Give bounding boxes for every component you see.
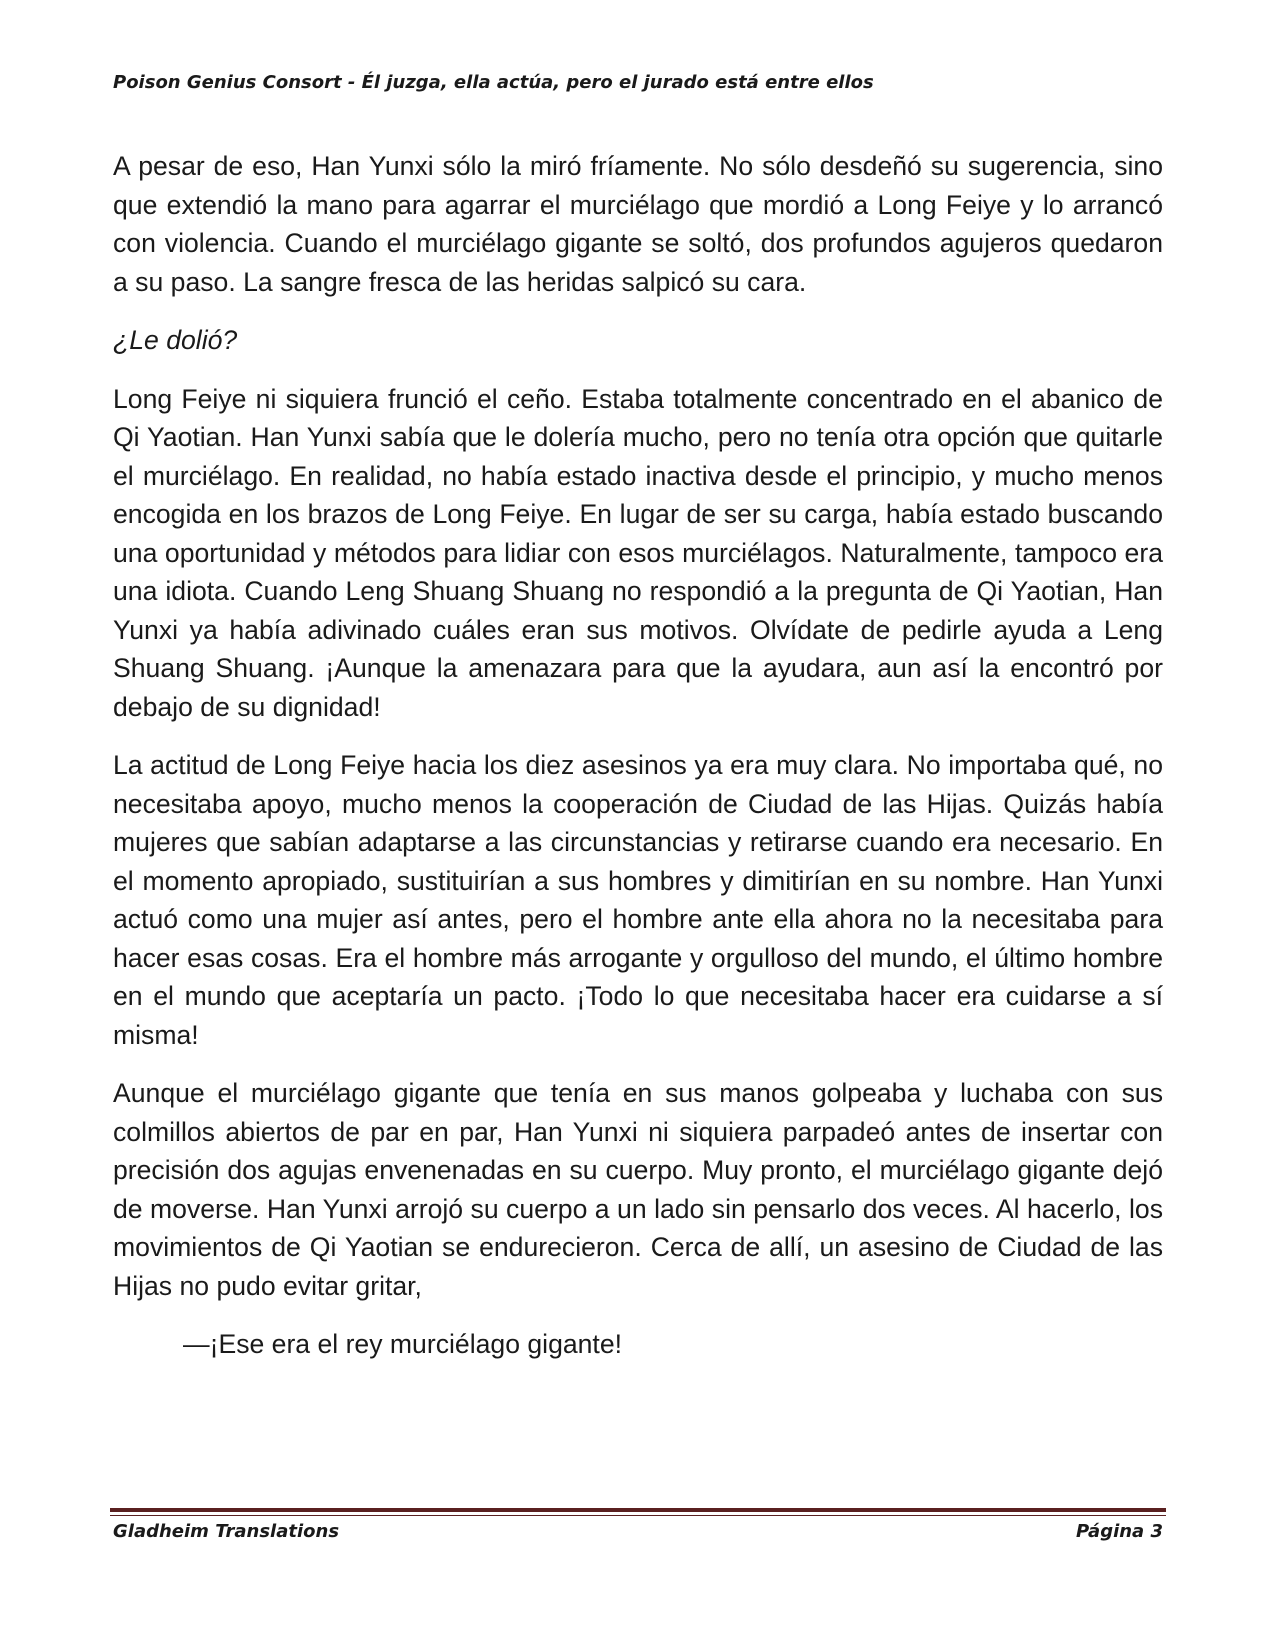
paragraph-question: ¿Le dolió? [113, 325, 238, 355]
page-header: Poison Genius Consort - Él juzga, ella actúa, pero el jurado está entre ellos [113, 72, 874, 93]
footer-rule-thin [110, 1515, 1166, 1516]
page-body [113, 147, 1163, 1384]
paragraph-4: Aunque el murciélago gigante que tenía en sus manos golpeaba y luchaba con sus colmillos abiertos de par en par, Han Yunxi ni siquiera parpadeó antes de insertar con precisión dos agujas envenenadas en su cuerpo. Muy pronto, el murciélago gigante dejó de moverse. Han Yunxi arrojó su cuerpo a un lado sin pensarlo dos veces. Al hacerlo, los movimientos de Qi Yaotian se endurecieron. Cerca de allí, un asesino de Ciudad de las Hijas no pudo evitar gritar, [113, 1078, 1163, 1301]
dialogue-line: —¡Ese era el rey murciélago gigante! [183, 1329, 623, 1359]
paragraph-2: Long Feiye ni siquiera frunció el ceño. Estaba totalmente concentrado en el abanico de Qi Yaotian. Han Yunxi sabía que le dolería mucho, pero no tenía otra opción que quitarle el murciélago. En realidad, no había estado inactiva desde el principio, y mucho menos encogida en los brazos de Long Feiye. En lugar de ser su carga, había estado buscando una oportunidad y métodos para lidiar con esos murciélagos. Naturalmente, tampoco era una idiota. Cuando Leng Shuang Shuang no respondió a la pregunta de Qi Yaotian, Han Yunxi ya había adivinado cuáles eran sus motivos. Olvídate de pedirle ayuda a Leng Shuang Shuang. ¡Aunque la amenazara para que la ayudara, aun así la encontró por debajo de su dignidad! [113, 383, 1163, 722]
paragraph-3: La actitud de Long Feiye hacia los diez asesinos ya era muy clara. No importaba qué, no necesitaba apoyo, mucho menos la cooperación de Ciudad de las Hijas. Quizás había mujeres que sabían adaptarse a las circunstancias y retirarse cuando era necesario. En el momento apropiado, sustituirían a sus hombres y dimitirían en su nombre. Han Yunxi actuó como una mujer así antes, pero el hombre ante ella ahora no la necesitaba para hacer esas cosas. Era el hombre más arrogante y orgulloso del mundo, el último hombre en el mundo que aceptaría un pacto. ¡Todo lo que necesitaba hacer era cuidarse a sí misma! [113, 750, 1163, 1050]
paragraph-1: A pesar de eso, Han Yunxi sólo la miró fríamente. No sólo desdeñó su sugerencia, sino que extendió la mano para agarrar el murciélago que mordió a Long Feiye y lo arrancó con violencia. Cuando el murciélago gigante se soltó, dos profundos agujeros quedaron a su paso. La sangre fresca de las heridas salpicó su cara. [113, 151, 1163, 297]
page-number: Página 3 [1076, 1521, 1163, 1542]
footer-rule-thick [110, 1508, 1166, 1512]
footer-publisher: Gladheim Translations [113, 1521, 340, 1542]
